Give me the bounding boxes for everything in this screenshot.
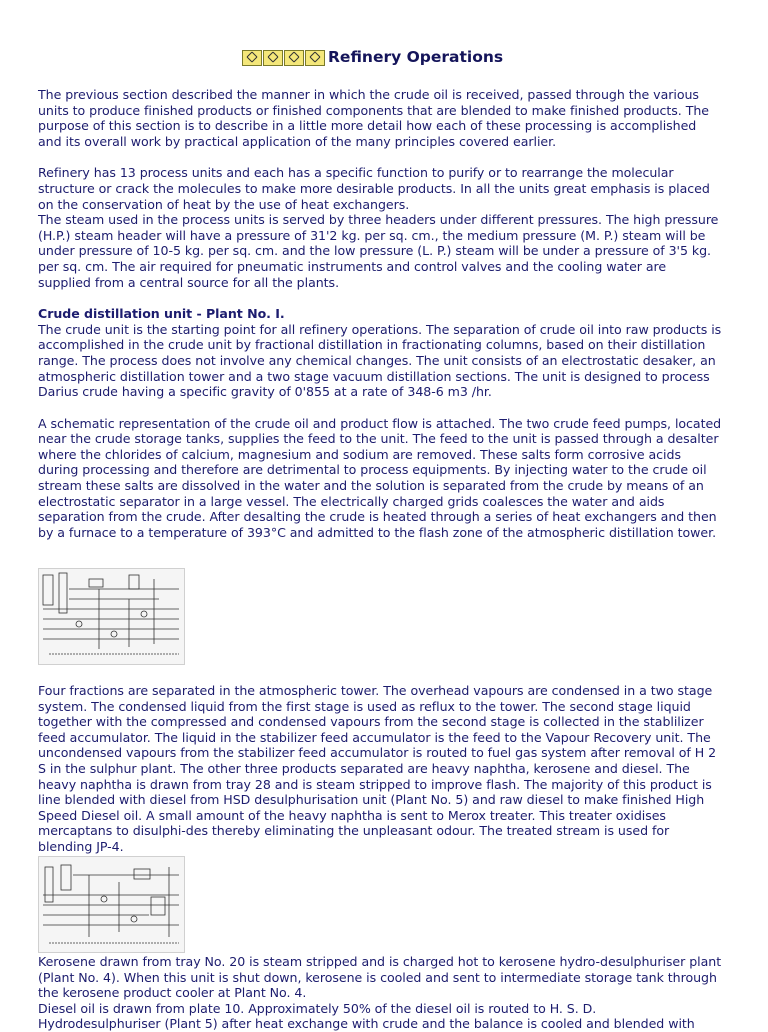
paragraph: Kerosene drawn from tray No. 20 is steam stripped and is charged hot to kerosene hydro-desulphuriser plant (Plant No. 4). When this unit is shut down, kerosene is cooled and sent to intermediate storage tank through the kerosene product cooler at Plant No. 4. [38, 954, 722, 1001]
diamond-icons [242, 50, 326, 65]
diamond-icon [284, 50, 304, 66]
atmospheric-tower-section [38, 683, 722, 855]
paragraph: Four fractions are separated in the atmospheric tower. The overhead vapours are condensed in a two stage system. The condensed liquid from the first stage is used as reflux to the tower. The second stage liquid together with the compressed and condensed vapours from the second stage is collected in the stablilizer feed accumulator. The liquid in the stabilizer feed accumulator is the feed to the Vapour Recovery unit. The uncondensed vapours from the stabilizer feed accumulator is routed to fuel gas system after removal of H 2 S in the sulphur plant. The other three products separated are heavy naphtha, kerosene and diesel. The heavy naphtha is drawn from tray 28 and is steam stripped to improve flash. The majority of this product is line blended with diesel from HSD desulphurisation unit (Plant No. 5) and raw diesel to make finished High Speed Diesel oil. A small amount of the heavy naphtha is sent to Merox treater. This treater oxidises mercaptans to disulphi-des thereby eliminating the unpleasant odour. The treated stream is used for blending JP-4. [38, 683, 717, 854]
paragraph: Diesel oil is drawn from plate 10. Approximately 50% of the diesel oil is routed to H. S. D. Hydrodesulphuriser (Plant 5) after heat exchange with crude and the balance is cooled and blended with [38, 1000, 695, 1032]
paragraph: The crude unit is the starting point for all refinery operations. The separation of crude oil into raw products is accomplished in the crude unit by fractional distillation in fractionating columns, based on their distillation range. The process does not involve any chemical changes. The unit consists of an electrostatic desaker, an atmospheric distillation tower and a two stage vacuum distillation sections. The unit is designed to process Darius crude having a specific gravity of 0'855 at a rate of 348-6 m3 /hr. [38, 321, 722, 400]
diamond-icon [242, 50, 262, 66]
section-heading: Crude distillation unit - Plant No. I. [38, 306, 285, 322]
page-title [242, 48, 503, 66]
title-text: Refinery Operations [328, 48, 504, 66]
paragraph: The previous section described the manner in which the crude oil is received, passed through the various units to produce finished products or finished components that are blended to make finished products. The purpose of this section is to describe in a little more detail how each of these processing is accomplished and its overall work by practical application of the many principles covered earlier. [38, 87, 709, 149]
diamond-icon [263, 50, 283, 66]
flow-schematic-image [39, 857, 184, 952]
intro-section [38, 87, 722, 540]
paragraph: The steam used in the process units is served by three headers under different pressures. The high pressure (H.P.) steam header will have a pressure of 31'2 kg. per sq. cm., the medium pressure (M. P.) steam will be under pressure of 10-5 kg. per sq. cm. and the low pressure (L. P.) steam will be under a pressure of 3'5 kg. per sq. cm. The air required for pneumatic instruments and control valves and the cooling water are supplied from a central source for all the plants. [38, 212, 719, 290]
process-flow-diagram-2 [38, 856, 185, 953]
process-flow-diagram-1 [38, 568, 185, 665]
paragraph: Refinery has 13 process units and each has a specific function to purify or to rearrange the molecular structure or crack the molecules to make more desirable products. In all the units great emphasis is placed on the conservation of heat by the use of heat exchangers. [38, 165, 710, 212]
kerosene-diesel-section [38, 954, 722, 1032]
diamond-icon [305, 50, 325, 66]
paragraph: A schematic representation of the crude oil and product flow is attached. The two crude feed pumps, located near the crude storage tanks, supplies the feed to the unit. The feed to the unit is passed through a desalter where the chlorides of calcium, magnesium and sodium are removed. These salts form corrosive acids during processing and therefore are detrimental to process equipments. By injecting water to the crude oil stream these salts are dissolved in the water and the solution is separated from the crude by means of an electrostatic separator in a large vessel. The electrically charged grids coalesces the water and aids separation from the crude. After desalting the crude is heated through a series of heat exchangers and then by a furnace to a temperature of 393°C and admitted to the flash zone of the atmospheric distillation tower. [38, 415, 722, 540]
flow-schematic-image [39, 569, 184, 664]
